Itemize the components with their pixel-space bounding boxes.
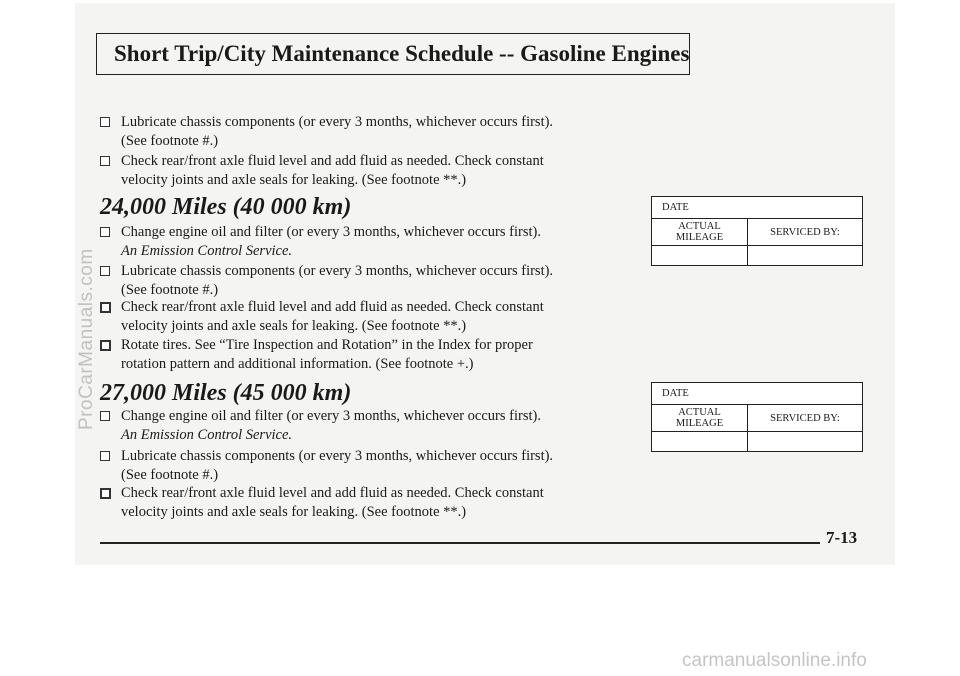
item-text: Rotate tires. See “Tire Inspection and Rotation” in the Index for proper rotation pattern and additional information. (See footnote +.) xyxy=(121,337,533,372)
checkbox[interactable] xyxy=(100,451,110,461)
watermark-left: ProCarManuals.com xyxy=(76,248,97,430)
checkbox[interactable] xyxy=(100,117,110,127)
checkbox[interactable] xyxy=(100,266,110,276)
checkbox[interactable] xyxy=(100,488,111,499)
item-text: Check rear/front axle fluid level and add fluid as needed. Check constant velocity joints and axle seals for leaking. (See footnote **.) xyxy=(121,299,544,334)
item-text: Check rear/front axle fluid level and add fluid as needed. Check constant velocity joints and axle seals for leaking. (See footnote **.) xyxy=(121,153,544,188)
date-label: DATE xyxy=(652,197,863,219)
section-title-24000: 24,000 Miles (40 000 km) xyxy=(100,194,352,220)
item-text: Lubricate chassis components (or every 3 months, whichever occurs first). (See footnote #.) xyxy=(121,114,554,149)
mileage-entry-cell[interactable] xyxy=(652,246,748,266)
section-title-27000: 27,000 Miles (45 000 km) xyxy=(100,380,352,406)
actual-mileage-label: ACTUAL MILEAGE xyxy=(652,405,748,432)
date-label: DATE xyxy=(652,383,863,405)
checkbox[interactable] xyxy=(100,411,110,421)
checkbox[interactable] xyxy=(100,156,110,166)
item-text: Change engine oil and filter (or every 3 months, whichever occurs first). An Emission Control Service. xyxy=(121,224,541,259)
serviced-by-label: SERVICED BY: xyxy=(748,405,863,432)
page-number: 7-13 xyxy=(826,528,858,547)
page-title: Short Trip/City Maintenance Schedule -- Gasoline Engines xyxy=(96,33,690,75)
item-text: Change engine oil and filter (or every 3 months, whichever occurs first). An Emission Control Service. xyxy=(121,408,541,443)
footer-rule xyxy=(100,542,820,544)
service-log-table xyxy=(651,196,863,266)
checkbox[interactable] xyxy=(100,227,110,237)
mileage-entry-cell[interactable] xyxy=(652,432,748,452)
serviced-by-entry-cell[interactable] xyxy=(748,246,863,266)
actual-mileage-label: ACTUAL MILEAGE xyxy=(652,219,748,246)
item-text: Lubricate chassis components (or every 3 months, whichever occurs first). (See footnote #.) xyxy=(121,263,554,298)
serviced-by-label: SERVICED BY: xyxy=(748,219,863,246)
serviced-by-entry-cell[interactable] xyxy=(748,432,863,452)
service-log-table xyxy=(651,382,863,452)
checkbox[interactable] xyxy=(100,302,111,313)
emission-note: An Emission Control Service. xyxy=(121,427,293,443)
watermark-bottom: carmanualsonline.info xyxy=(682,650,867,671)
emission-note: An Emission Control Service. xyxy=(121,243,293,259)
item-text: Check rear/front axle fluid level and add fluid as needed. Check constant velocity joints and axle seals for leaking. (See footnote **.) xyxy=(121,485,544,520)
checkbox[interactable] xyxy=(100,340,111,351)
item-text: Lubricate chassis components (or every 3 months, whichever occurs first). (See footnote #.) xyxy=(121,448,554,483)
